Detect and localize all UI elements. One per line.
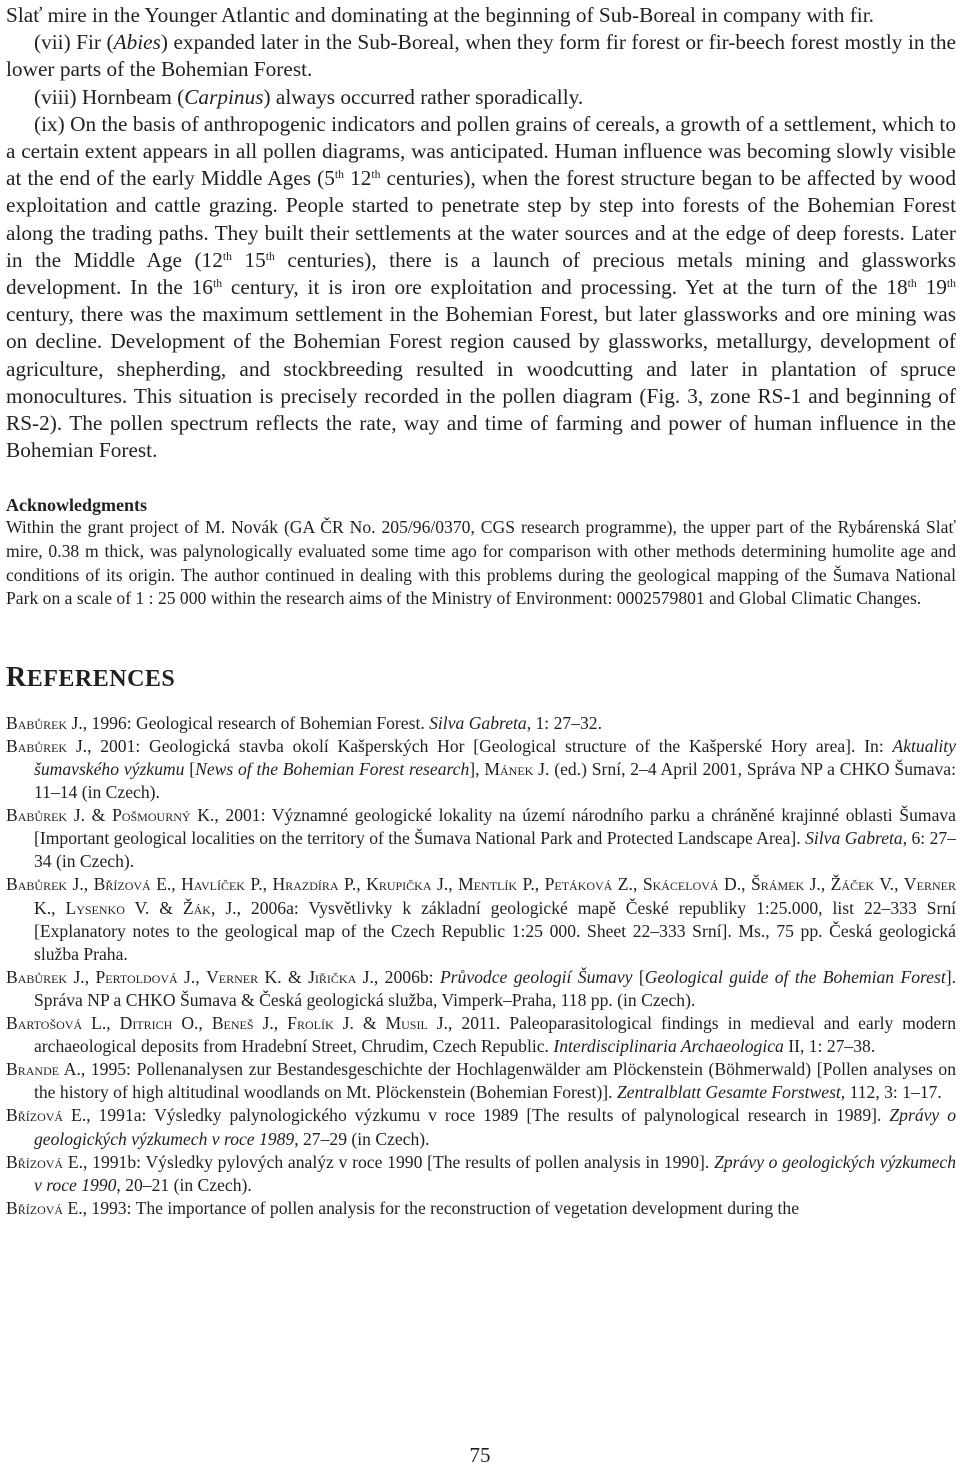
reference-item: Babůrek J., 1996: Geological research of Bohemian Forest. Silva Gabreta, 1: 27–32.: [6, 712, 602, 733]
reference-item: Bartošová L., Ditrich O., Beneš J., Frolík J. & Musil J., 2011. Paleoparasitological findings in medieval and early modern archaeological deposits from Hradební Street, Chrudim, Czech Republic. Interdisciplinaria Archaeologica II, 1: 27–38.: [6, 1013, 956, 1057]
paragraph-continuation: Slať mire in the Younger Atlantic and dominating at the beginning of Sub-Boreal in company with fir.: [6, 3, 874, 27]
reference-item: Babůrek J. & Pošmourný K., 2001: Významné geologické lokality na území národního parku a chráněné krajinné oblasti Šumava [Important geological localities on the territory of the Šumava National Park and Protected Landscape Area]. Silva Gabreta, 6: 27–34 (in Czech).: [6, 805, 956, 872]
references-heading: REFERENCES: [6, 661, 176, 693]
paragraph-anthropogenic: (ix) On the basis of anthropogenic indicators and pollen grains of cereals, a growth of a settlement, which to a certain extent appears in all pollen diagrams, was anticipated. Human influence was becoming slowly visible at the end of the early Middle Ages (5th 12th centuries), when the forest structure began to be affected by wood exploitation and cattle grazing. People started to penetrate step by step into forests of the Bohemian Forest along the trading paths. They built their settlements at the water sources and at the edge of deep forests. Later in the Middle Age (12th 15th centuries), there is a launch of precious metals mining and glassworks development. In the 16th century, it is iron ore exploitation and processing. Yet at the turn of the 18th 19th century, there was the maximum settlement in the Bohemian Forest, but later glassworks and ore mining was on decline. Development of the Bohemian Forest region caused by glassworks, metallurgy, development of agriculture, shepherding, and stockbreeding resulted in woodcutting and later in plantation of spruce monocultures. This situation is precisely recorded in the pollen diagram (Fig. 3, zone RS-1 and beginning of RS-2). The pollen spectrum reflects the rate, way and time of farming and power of human influence in the Bohemian Forest.: [6, 111, 957, 463]
references-list: [6, 712, 956, 1220]
reference-item: Břízová E., 1991a: Výsledky palynologického výzkumu v roce 1989 [The results of palynological research in 1989]. Zprávy o geologických výzkumech v roce 1989, 27–29 (in Czech).: [6, 1105, 956, 1149]
acknowledgments-text: Within the grant project of M. Novák (GA ČR No. 205/96/0370, CGS research programme), the upper part of the Rybárenská Slať mire, 0.38 m thick, was palynologically evaluated some time ago for comparison with other methods determining humolite age and conditions of its origin. The author continued in dealing with this problems during the geological mapping of the Šumava National Park on a scale of 1 : 25 000 within the research aims of the Ministry of Environment: 0002579801 and Global Climatic Changes.: [6, 517, 956, 609]
body-text: [6, 2, 956, 464]
reference-item: Břízová E., 1991b: Výsledky pylových analýz v roce 1990 [The results of pollen analysis in 1990]. Zprávy o geologických výzkumech v roce 1990, 20–21 (in Czech).: [6, 1151, 956, 1195]
reference-item: Babůrek J., Břízová E., Havlíček P., Hrazdíra P., Krupička J., Mentlík P., Petáková Z., Skácelová D., Šrámek J., Žáček V., Verner K., Lysenko V. & Žák, J., 2006a: Vysvětlivky k základní geologické mapě České republiky 1:25.000, list 22–333 Srní [Explanatory notes to the geological map of the Czech Republic 1:25 000. Sheet 22–333 Srní]. Ms., 75 pp. Česká geologická služba Praha.: [6, 874, 956, 964]
reference-item: Brande A., 1995: Pollenanalysen zur Bestandesgeschichte der Hochlagenwälder am Plöckenstein (Böhmerwald) [Pollen analyses on the history of high altitudinal woodlands on Mt. Plöckenstein (Bohemian Forest)]. Zentralblatt Gesamte Forstwest, 112, 3: 1–17.: [6, 1059, 956, 1103]
reference-item: Babůrek J., 2001: Geologická stavba okolí Kašperských Hor [Geological structure of the Kašperské Hory area]. In: Aktuality šumavského výzkumu [News of the Bohemian Forest research], Mánek J. (ed.) Srní, 2–4 April 2001, Správa NP a CHKO Šumava: 11–14 (in Czech).: [6, 735, 956, 803]
page-number: 75: [469, 1443, 491, 1467]
paragraph-fir: (vii) Fir (Abies) expanded later in the Sub-Boreal, when they form fir forest or fir-beech forest mostly in the lower parts of the Bohemian Forest.: [6, 30, 957, 82]
paragraph-hornbeam: (viii) Hornbeam (Carpinus) always occurred rather sporadically.: [34, 84, 584, 109]
acknowledgments-heading: Acknowledgments: [6, 495, 148, 516]
page: [6, 2, 956, 1220]
reference-item: Břízová E., 1993: The importance of pollen analysis for the reconstruction of vegetation development during the: [6, 1197, 800, 1218]
reference-item: Babůrek J., Pertoldová J., Verner K. & Jiřička J., 2006b: Průvodce geologií Šumavy [Geological guide of the Bohemian Forest]. Správa NP a CHKO Šumava & Česká geologická služba, Vimperk–Praha, 118 pp. (in Czech).: [6, 966, 956, 1010]
